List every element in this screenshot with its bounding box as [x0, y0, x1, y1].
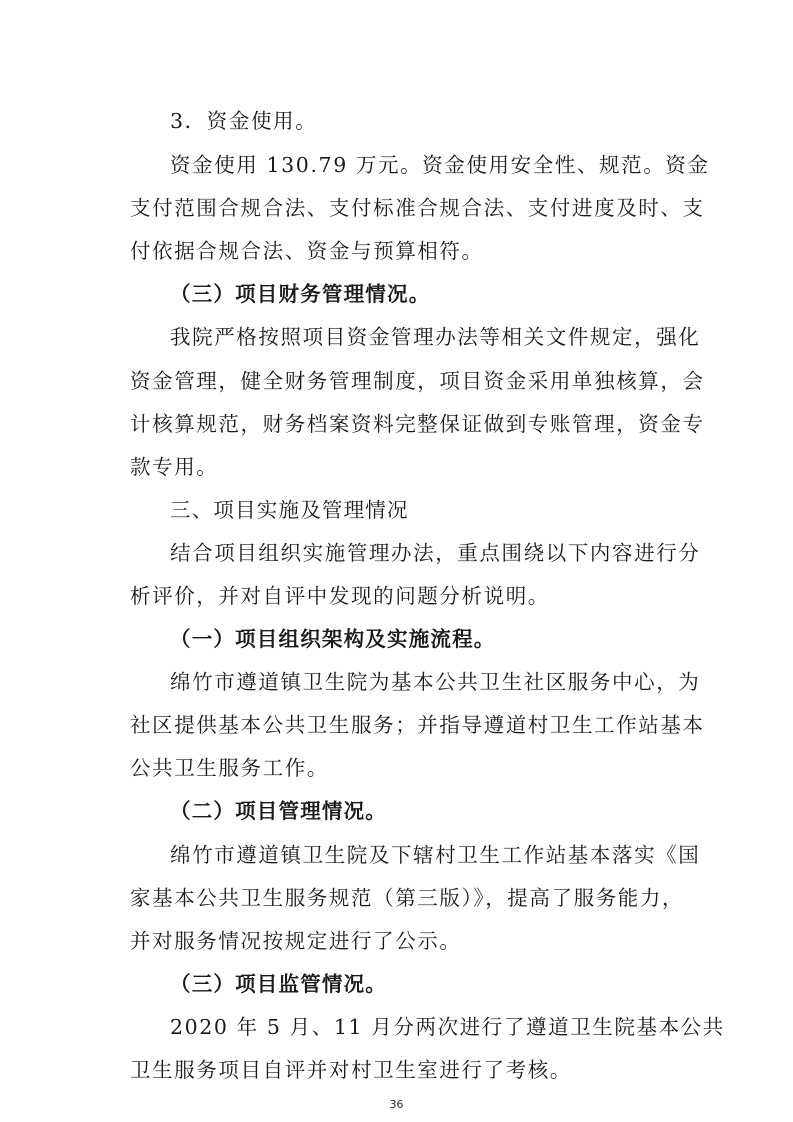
paragraph-line: 支付范围合规合法、支付标准合规合法、支付进度及时、支	[130, 196, 705, 220]
section-heading-project-management: （二）项目管理情况。	[170, 799, 387, 823]
paragraph-line: 付依据合规合法、资金与预算相符。	[130, 239, 484, 263]
paragraph-line: 卫生服务项目自评并对村卫生室进行了考核。	[130, 1058, 572, 1082]
paragraph-line: 社区提供基本公共卫生服务；并指导遵道村卫生工作站基本	[130, 713, 705, 737]
paragraph-line: 绵竹市遵道镇卫生院及下辖村卫生工作站基本落实《国	[170, 843, 701, 867]
chapter-heading-implementation: 三、项目实施及管理情况	[170, 498, 409, 522]
paragraph-line: 公共卫生服务工作。	[130, 756, 329, 780]
paragraph-line: 款专用。	[130, 455, 219, 479]
section-heading-supervision: （三）项目监管情况。	[170, 972, 387, 996]
paragraph-line: 2020 年 5 月、11 月分两次进行了遵道卫生院基本公共	[170, 1015, 725, 1039]
page-number: 36	[389, 1098, 404, 1111]
paragraph-line: 结合项目组织实施管理办法，重点围绕以下内容进行分	[170, 541, 701, 565]
paragraph-line: 并对服务情况按规定进行了公示。	[130, 929, 462, 953]
subsection-title-fund-usage: 3．资金使用。	[170, 109, 318, 133]
paragraph-line: 我院严格按照项目资金管理办法等相关文件规定，强化	[170, 325, 701, 349]
paragraph-line: 绵竹市遵道镇卫生院为基本公共卫生社区服务中心，为	[170, 670, 701, 694]
paragraph-line: 资金管理，健全财务管理制度，项目资金采用单独核算，会	[130, 369, 705, 393]
section-heading-financial-management: （三）项目财务管理情况。	[170, 282, 431, 306]
paragraph-line: 计核算规范，财务档案资料完整保证做到专账管理，资金专	[130, 412, 705, 436]
paragraph-line: 家基本公共卫生服务规范（第三版）》，提高了服务能力，	[130, 886, 685, 910]
paragraph-line: 资金使用 130.79 万元。资金使用安全性、规范。资金	[170, 153, 710, 177]
section-heading-organization: （一）项目组织架构及实施流程。	[170, 627, 496, 651]
paragraph-line: 析评价，并对自评中发现的问题分析说明。	[130, 584, 550, 608]
